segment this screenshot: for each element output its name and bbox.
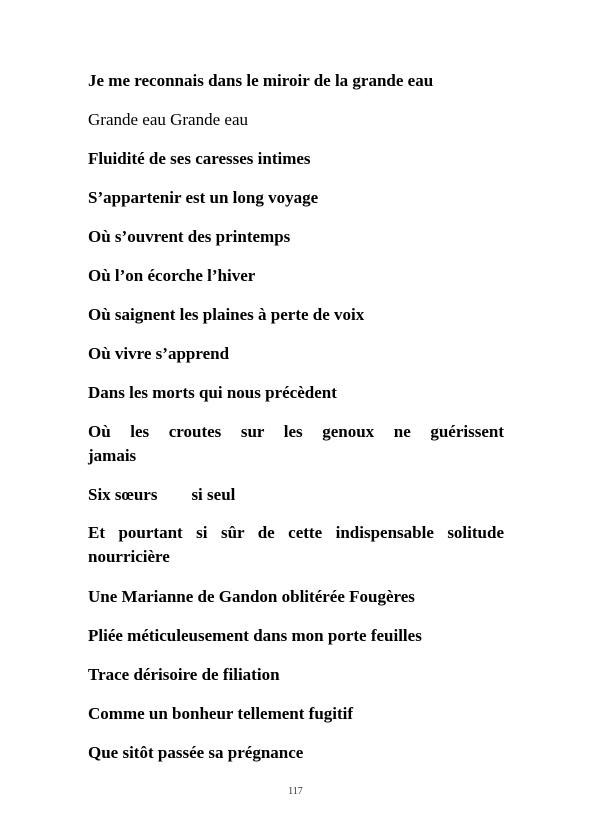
poem-line-split <box>88 483 235 507</box>
poem-line: Où vivre s’apprend <box>88 344 230 363</box>
poem-line: Où les croutes sur les genoux ne guérissent <box>88 422 504 441</box>
poem-line: Dans les morts qui nous précèdent <box>88 383 337 402</box>
poem-line: si seul <box>191 485 236 504</box>
poem-line: Six sœurs <box>88 485 158 504</box>
poem-line: Fluidité de ses caresses intimes <box>88 149 311 168</box>
poem-line: Et pourtant si sûr de cette indispensable solitude <box>88 523 504 542</box>
poem-line: Où l’on écorche l’hiver <box>88 266 256 285</box>
poem-line: Que sitôt passée sa prégnance <box>88 743 304 762</box>
poem-stanza-justified <box>88 420 504 468</box>
poem-line: S’appartenir est un long voyage <box>88 188 319 207</box>
poem-line: Grande eau Grande eau <box>88 110 248 129</box>
poem-line: Où saignent les plaines à perte de voix <box>88 305 365 324</box>
poem-line: jamais <box>88 446 137 465</box>
page-number: 117 <box>288 786 303 797</box>
poem-line: Je me reconnais dans le miroir de la grande eau <box>88 71 434 90</box>
poem-line: Pliée méticuleusement dans mon porte feuilles <box>88 626 422 645</box>
poem-stanza-justified <box>88 521 504 569</box>
poem-line: Trace dérisoire de filiation <box>88 665 280 684</box>
poem-line: Une Marianne de Gandon oblitérée Fougères <box>88 587 415 606</box>
poem-line: Où s’ouvrent des printemps <box>88 227 291 246</box>
poem-line: Comme un bonheur tellement fugitif <box>88 704 354 723</box>
poem-line: nourricière <box>88 547 170 566</box>
